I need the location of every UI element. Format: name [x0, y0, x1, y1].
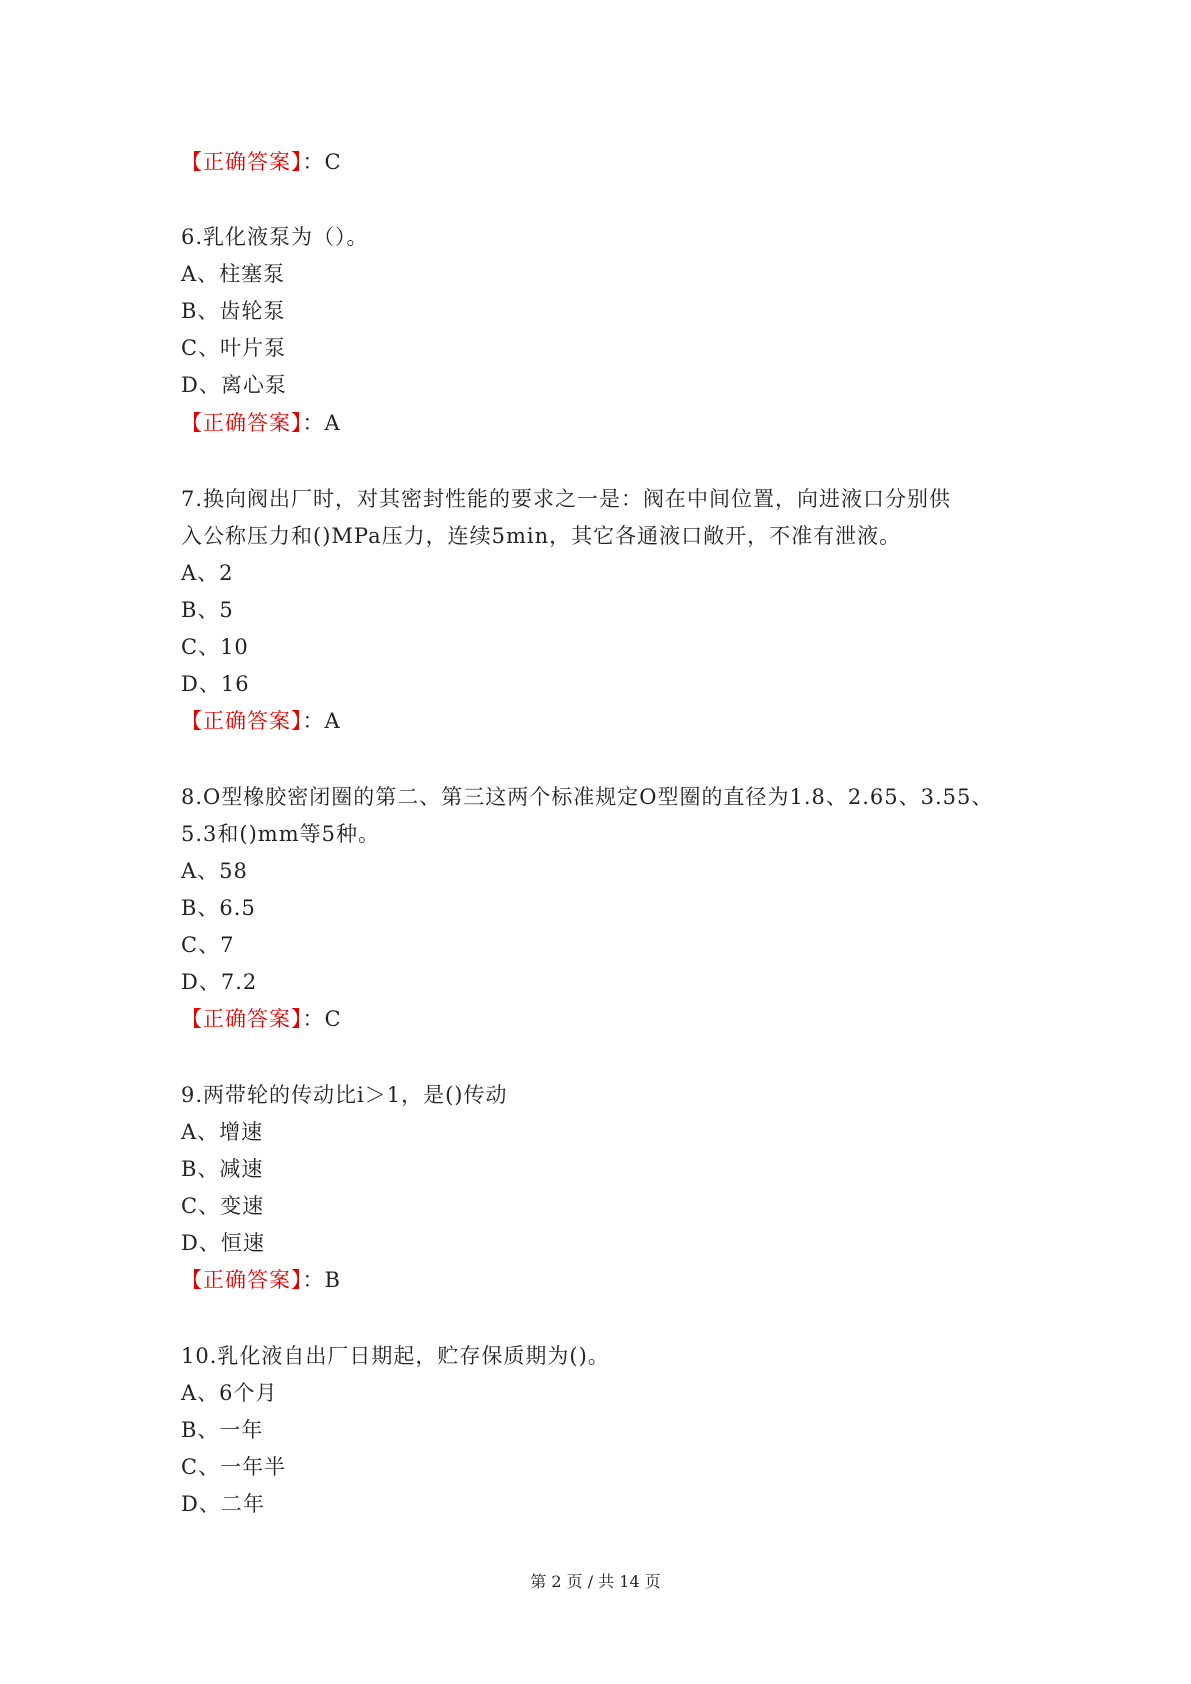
- option-b: B、一年: [181, 1418, 264, 1442]
- answer-line: [181, 1266, 341, 1294]
- question-stem: 7.换向阀出厂时，对其密封性能的要求之一是：阀在中间位置，向进液口分别供: [181, 487, 952, 511]
- question-stem-continued: 5.3和()mm等5种。: [181, 822, 380, 846]
- option-a: A、58: [181, 859, 248, 883]
- option-d: D、16: [181, 672, 250, 696]
- answer-separator: ：: [302, 1268, 325, 1292]
- option-c: C、一年半: [181, 1455, 287, 1479]
- answer-label: 【正确答案】: [181, 709, 303, 733]
- answer-separator: ：: [302, 411, 325, 435]
- page-footer: 第 2 页 / 共 14 页: [530, 1572, 661, 1591]
- answer-value: A: [324, 709, 341, 733]
- option-d: D、离心泵: [181, 373, 287, 397]
- option-b: B、减速: [181, 1157, 264, 1181]
- question-stem: 9.两带轮的传动比i＞1，是()传动: [181, 1083, 508, 1107]
- answer-line: [181, 148, 342, 176]
- answer-label: 【正确答案】: [181, 411, 303, 435]
- option-d: D、7.2: [181, 970, 258, 994]
- answer-separator: ：: [302, 709, 325, 733]
- question-stem-continued: 入公称压力和()MPa压力，连续5min，其它各通液口敞开，不准有泄液。: [181, 524, 902, 548]
- answer-label: 【正确答案】: [181, 1268, 303, 1292]
- option-c: C、变速: [181, 1194, 265, 1218]
- option-c: C、叶片泵: [181, 336, 287, 360]
- answer-line: [181, 707, 341, 735]
- option-b: B、6.5: [181, 896, 256, 920]
- answer-separator: ：: [302, 1007, 325, 1031]
- option-d: D、二年: [181, 1492, 265, 1516]
- answer-label: 【正确答案】: [181, 1007, 303, 1031]
- answer-value: B: [324, 1268, 341, 1292]
- question-stem: 8.O型橡胶密闭圈的第二、第三这两个标准规定O型圈的直径为1.8、2.65、3.55、: [181, 785, 994, 809]
- question-stem: 6.乳化液泵为（）。: [181, 225, 369, 249]
- question-stem: 10.乳化液自出厂日期起，贮存保质期为()。: [181, 1344, 610, 1368]
- option-a: A、柱塞泵: [181, 262, 286, 286]
- answer-line: [181, 1005, 342, 1033]
- answer-value: C: [324, 150, 342, 174]
- answer-value: A: [324, 411, 341, 435]
- option-c: C、10: [181, 635, 249, 659]
- option-b: B、5: [181, 598, 234, 622]
- option-d: D、恒速: [181, 1231, 265, 1255]
- answer-line: [181, 409, 341, 437]
- option-b: B、齿轮泵: [181, 299, 286, 323]
- option-a: A、2: [181, 561, 234, 585]
- answer-separator: ：: [302, 150, 325, 174]
- option-a: A、6个月: [181, 1381, 278, 1405]
- answer-label: 【正确答案】: [181, 150, 303, 174]
- option-c: C、7: [181, 933, 235, 957]
- answer-value: C: [324, 1007, 342, 1031]
- option-a: A、增速: [181, 1120, 264, 1144]
